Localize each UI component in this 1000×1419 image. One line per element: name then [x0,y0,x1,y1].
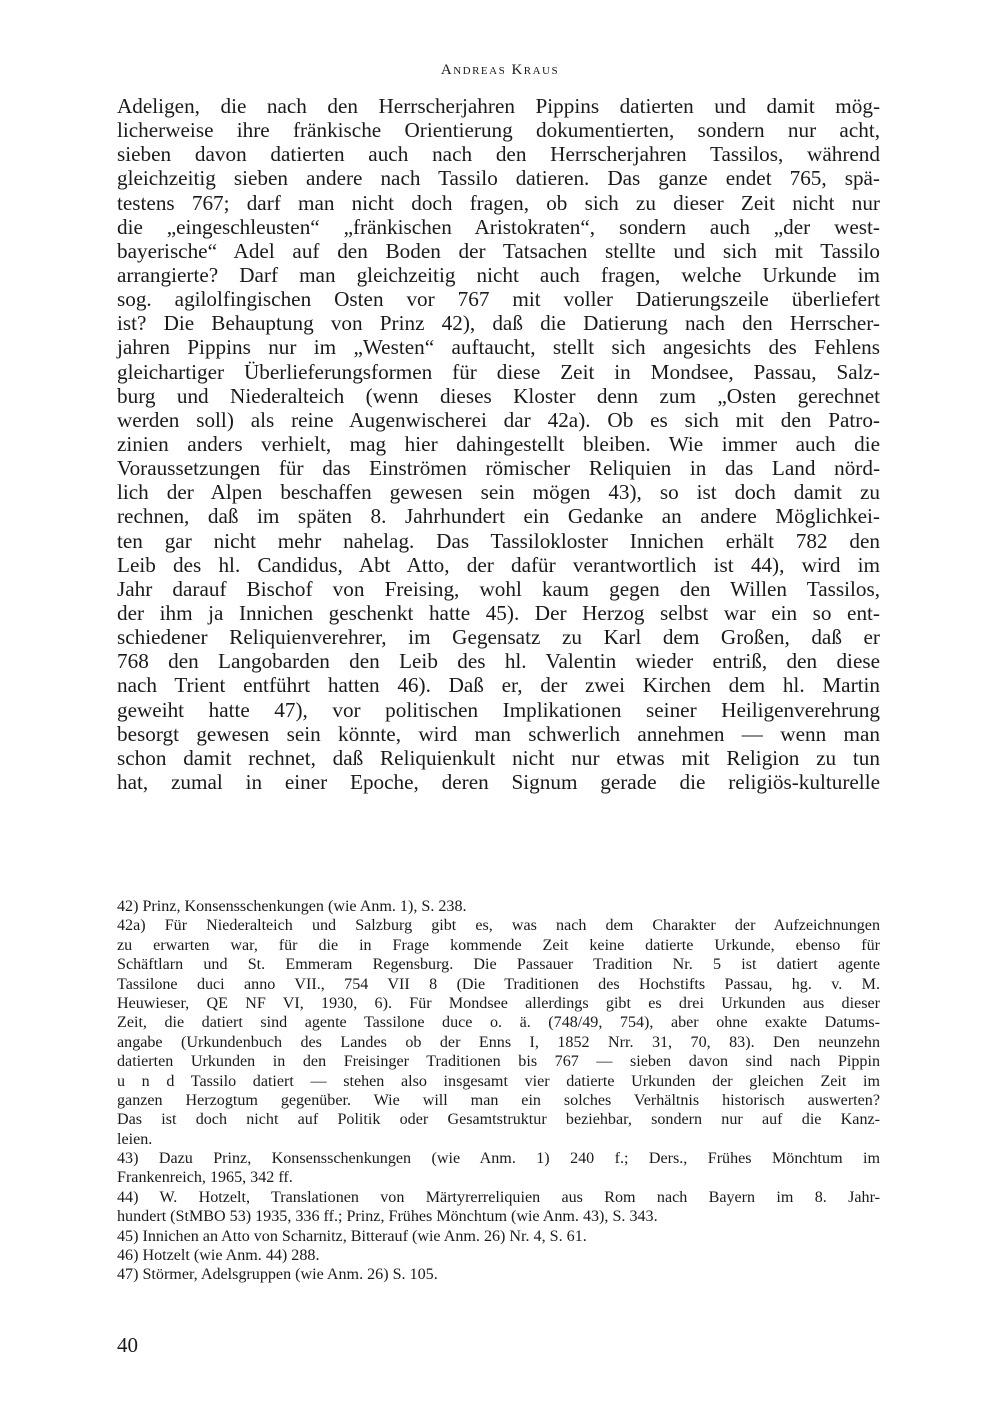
body-line: der ihm ja Innichen geschenkt hatte 45). Der Herzog selbst war ein so ent- [117,600,880,625]
footnote-line: angabe (Urkundenbuch des Landes ob der Enns I, 1852 Nrr. 31, 70, 83). Den neunzehn [117,1033,880,1051]
body-line: Voraussetzungen für das Einströmen römischer Reliquien in das Land nörd- [117,456,880,481]
footnote-line: Frankenreich, 1965, 342 ff. [117,1169,293,1187]
footnote-line: u n d Tassilo datiert — stehen also insgesamt vier datierte Urkunden der gleichen Zeit im [117,1072,880,1090]
body-line: werden soll) als reine Augenwischerei dar 42a). Ob es sich mit den Patro- [117,407,880,432]
footnote-line: zu erwarten war, für die in Frage kommende Zeit keine datierte Urkunde, ebenso für [117,936,880,954]
footnote-line: Tassilone duci anno VII., 754 VII 8 (Die Traditionen des Hochstifts Passau, hg. v. M. [117,975,880,993]
body-line: Jahr darauf Bischof von Freising, wohl kaum gegen den Willen Tassilos, [117,576,880,601]
body-line: Leib des hl. Candidus, Abt Atto, der dafür verantwortlich ist 44), wird im [117,552,880,577]
body-line: testens 767; darf man nicht doch fragen, ob sich zu dieser Zeit nicht nur [117,190,880,215]
body-line: jahren Pippins nur im „Westen“ auftaucht, stellt sich angesichts des Fehlens [117,335,880,360]
page-number: 40 [117,1333,138,1357]
body-line: ten gar nicht mehr nahelag. Das Tassilokloster Innichen erhält 782 den [117,528,880,553]
footnote-line: Heuwieser, QE NF VI, 1930, 6). Für Mondsee allerdings gibt es drei Urkunden aus dieser [117,994,880,1012]
footnotes [117,897,880,1285]
footnote-line: 44) W. Hotzelt, Translationen von Märtyrerreliquien aus Rom nach Bayern im 8. Jahr- [117,1188,880,1206]
body-line: rechnen, daß im späten 8. Jahrhundert ein Gedanke an andere Möglichkei- [117,504,880,529]
body-line: Adeligen, die nach den Herrscherjahren Pippins datierten und damit mög- [117,94,880,118]
body-line: burg und Niederalteich (wenn dieses Kloster denn zum „Osten gerechnet [117,383,880,408]
footnote-line: leien. [117,1130,153,1148]
footnote-line: ganzen Herzogtum gegenüber. Wie will man ein solches Verhältnis historisch auswerten? [117,1091,880,1109]
body-line: 768 den Langobarden den Leib des hl. Valentin wieder entriß, den diese [117,649,880,674]
footnote-line: 42) Prinz, Konsensschenkungen (wie Anm. 1), S. 238. [117,898,467,915]
body-line: sog. agilolfingischen Osten vor 767 mit voller Datierungszeile überliefert [117,287,880,312]
footnote-line: Das ist doch nicht auf Politik oder Gesamtstruktur beziehbar, sondern nur auf die Kanz- [117,1111,880,1129]
body-line: lich der Alpen beschaffen gewesen sein mögen 43), so ist doch damit zu [117,480,880,505]
body-line: schon damit rechnet, daß Reliquienkult nicht nur etwas mit Religion zu tun [117,745,880,770]
body-line: nach Trient entführt hatten 46). Daß er, der zwei Kirchen dem hl. Martin [117,673,880,698]
body-line: die „eingeschleusten“ „fränkischen Aristokraten“, sondern auch „der west- [117,214,880,239]
body-line: geweiht hatte 47), vor politischen Implikationen seiner Heiligenverehrung [117,697,880,722]
footnote-line: Zeit, die datiert sind agente Tassilone duce o. ä. (748/49, 754), aber ohne exakte Datums- [117,1014,880,1032]
body-line: sieben davon datierten auch nach den Herrscherjahren Tassilos, während [117,142,880,167]
footnote-line: datierten Urkunden in den Freisinger Traditionen bis 767 — sieben davon sind nach Pippin [117,1053,880,1071]
footnote-line: 47) Störmer, Adelsgruppen (wie Anm. 26) S. 105. [117,1266,438,1284]
body-line: arrangierte? Darf man gleichzeitig nicht auch fragen, welche Urkunde im [117,262,880,287]
body-line: gleichartiger Überlieferungsformen für diese Zeit in Mondsee, Passau, Salz- [117,359,880,384]
body-line: besorgt gewesen sein könnte, wird man schwerlich annehmen — wenn man [117,721,880,746]
footnote-line: Schäftlarn und St. Emmeram Regensburg. Die Passauer Tradition Nr. 5 ist datiert agente [117,956,880,974]
body-line: bayerische“ Adel auf den Boden der Tatsachen stellte und sich mit Tassilo [117,238,880,263]
footnote-line: hundert (StMBO 53) 1935, 336 ff.; Prinz, Frühes Mönchtum (wie Anm. 43), S. 343. [117,1208,658,1226]
footnote-line: 45) Innichen an Atto von Scharnitz, Bitterauf (wie Anm. 26) Nr. 4, S. 61. [117,1227,587,1245]
footnote-line: 42a) Für Niederalteich und Salzburg gibt es, was nach dem Charakter der Aufzeichnungen [117,917,880,935]
running-head: Andreas Kraus [440,62,560,78]
body-line: zinien anders verhielt, mag hier dahingestellt bleiben. Wie immer auch die [117,431,880,456]
body-line: gleichzeitig sieben andere nach Tassilo datieren. Das ganze endet 765, spä- [117,166,880,191]
body-text [117,94,880,794]
footnote-line: 43) Dazu Prinz, Konsensschenkungen (wie Anm. 1) 240 f.; Ders., Frühes Mönchtum im [117,1150,880,1168]
body-line: licherweise ihre fränkische Orientierung dokumentierten, sondern nur acht, [117,118,880,143]
body-line: hat, zumal in einer Epoche, deren Signum gerade die religiös-kulturelle [117,769,880,794]
body-line: schiedener Reliquienverehrer, im Gegensatz zu Karl dem Großen, daß er [117,625,880,650]
body-line: ist? Die Behauptung von Prinz 42), daß die Datierung nach den Herrscher- [117,311,880,336]
footnote-line: 46) Hotzelt (wie Anm. 44) 288. [117,1247,320,1265]
